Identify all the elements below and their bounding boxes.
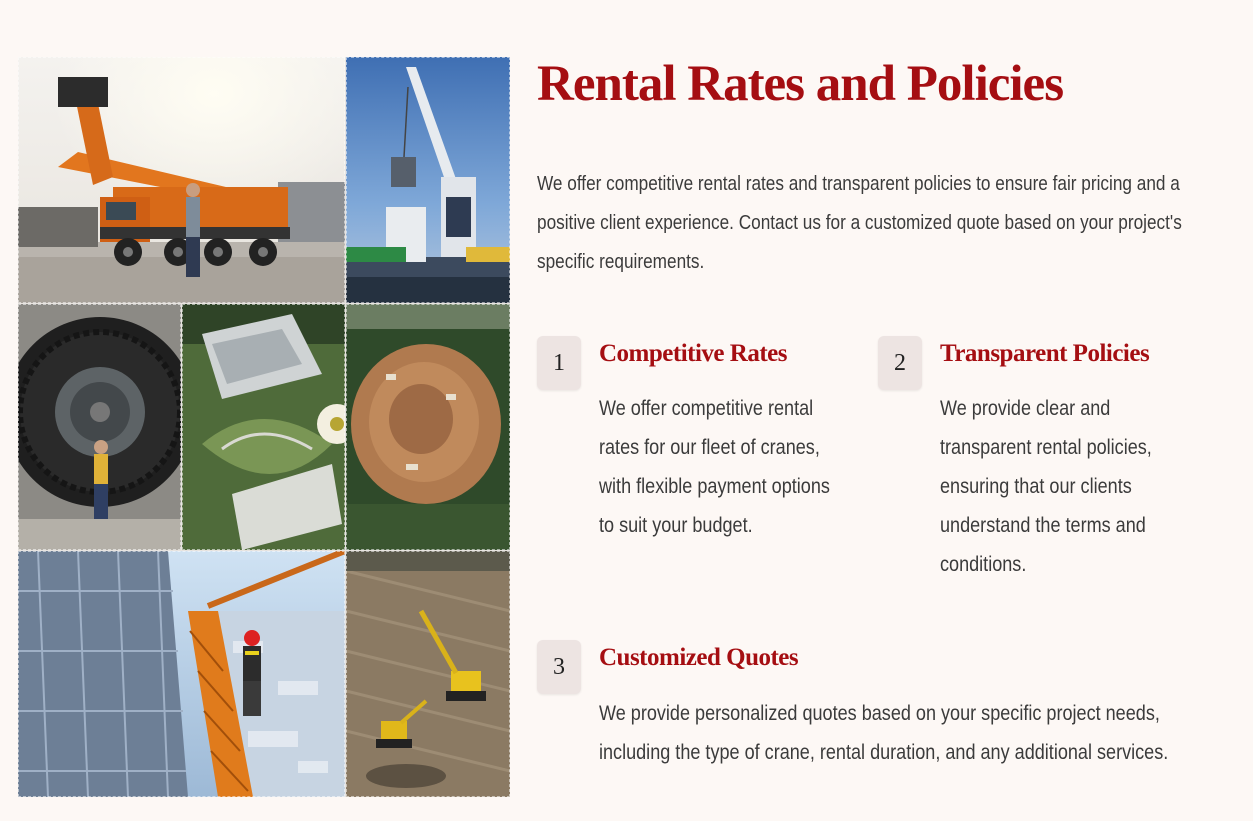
feature-title: Transparent Policies <box>940 340 1150 367</box>
feature-description: We offer competitive rental rates for our fleet of cranes, with flexible payment options to suit your budget. <box>599 397 830 537</box>
feature-number-badge: 1 <box>537 336 581 390</box>
excavators-photo <box>346 551 510 797</box>
earthworks-site-photo <box>346 304 510 550</box>
port-crane-photo <box>346 57 510 303</box>
feature-title: Competitive Rates <box>599 340 787 367</box>
mobile-crane-truck-photo <box>18 57 345 303</box>
feature-description: We provide clear and transparent rental policies, ensuring that our clients understand the terms and conditions. <box>940 397 1152 576</box>
giant-tire-photo <box>18 304 181 550</box>
aerial-facility-photo <box>182 304 345 550</box>
tower-crane-worker-photo <box>18 551 345 797</box>
feature-description: We provide personalized quotes based on your specific project needs, including the type of crane, rental duration, and any additional services. <box>599 702 1169 764</box>
photo-collage <box>18 57 510 797</box>
intro-paragraph: We offer competitive rental rates and transparent policies to ensure fair pricing and a positive client experience. Contact us for a customized quote based on your project's specific requirements. <box>537 173 1182 273</box>
feature-number-badge: 2 <box>878 336 922 390</box>
page-title: Rental Rates and Policies <box>537 56 1064 112</box>
feature-number-badge: 3 <box>537 640 581 694</box>
feature-title: Customized Quotes <box>599 644 799 671</box>
